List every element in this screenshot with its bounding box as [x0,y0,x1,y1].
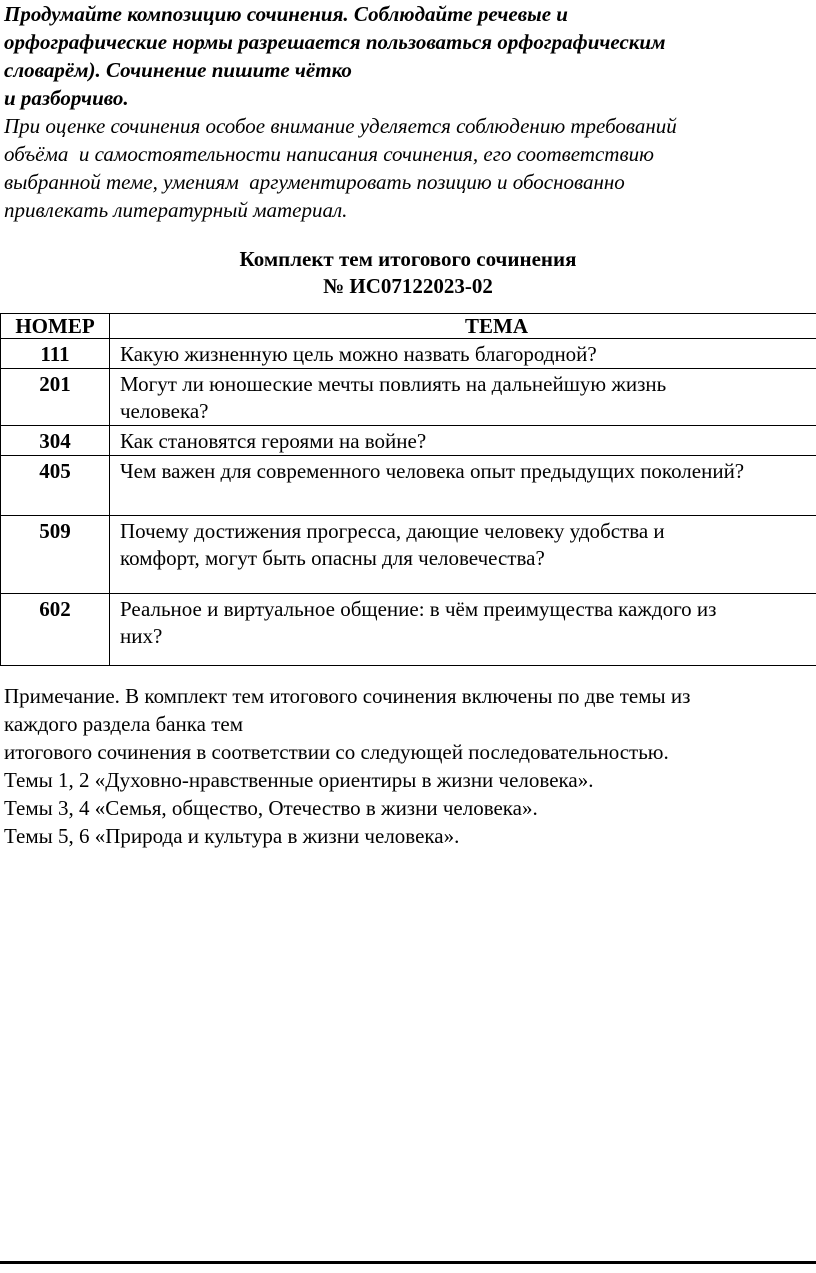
intro-paragraph-bold [4,0,812,112]
text-line: выбранной теме, умениям аргументировать позицию и обоснованно [4,170,625,194]
table-row [0,456,816,516]
text-line: словарём). Сочинение пишите чётко [4,58,352,82]
text-line: Как становятся героями на войне? [120,429,427,453]
text-line: Какую жизненную цель можно назвать благородной? [120,342,597,366]
text-line: привлекать литературный материал. [4,198,348,222]
text-line: Могут ли юношеские мечты повлиять на дальнейшую жизнь [120,372,667,396]
heading-number: № ИС07122023-02 [323,274,493,298]
text-line: Реальное и виртуальное общение: в чём преимущества каждого из [120,597,717,621]
column-header-topic: ТЕМА [110,314,816,338]
text-line: комфорт, могут быть опасны для человечества? [120,546,545,570]
text-line: объёма и самостоятельности написания сочинения, его соответствию [4,142,654,166]
text-line: и разборчиво. [4,86,129,110]
topic-number: 111 [0,339,110,368]
table-row [0,426,816,456]
intro-paragraph-italic [4,112,812,224]
text-line: орфографические нормы разрешается пользоваться орфографическим [4,30,666,54]
topic-number: 602 [0,594,110,665]
text-line: Темы 3, 4 «Семья, общество, Отечество в жизни человека». [4,796,538,820]
table-row [0,339,816,369]
text-line: Почему достижения прогресса, дающие человеку удобства и [120,519,665,543]
text-line: человека? [120,399,209,423]
heading-title: Комплект тем итогового сочинения [239,247,577,271]
topic-text [110,369,816,425]
text-line: Чем важен для современного человека опыт предыдущих поколений? [120,459,745,483]
text-line: Темы 5, 6 «Природа и культура в жизни человека». [4,824,460,848]
text-line: При оценке сочинения особое внимание уделяется соблюдению требований [4,114,677,138]
text-line: Примечание. В комплект тем итогового сочинения включены по две темы из [4,684,691,708]
text-line: каждого раздела банка тем [4,712,244,736]
topic-text [110,594,816,665]
heading-block [0,246,816,300]
topic-text [110,516,816,593]
topic-number: 304 [0,426,110,455]
topic-number: 201 [0,369,110,425]
table-row [0,594,816,666]
topic-text [110,456,816,515]
topic-text [110,339,816,368]
text-line: итогового сочинения в соответствии со следующей последовательностью. [4,740,669,764]
topics-table [0,313,816,666]
text-line: них? [120,624,163,648]
topic-number: 405 [0,456,110,515]
text-line: Продумайте композицию сочинения. Соблюдайте речевые и [4,2,568,26]
text-line: Темы 1, 2 «Духовно-нравственные ориентиры в жизни человека». [4,768,594,792]
note-paragraph [4,682,812,850]
table-row [0,369,816,426]
column-header-number: НОМЕР [0,314,110,338]
table-header-row [0,314,816,339]
topic-number: 509 [0,516,110,593]
table-row [0,516,816,594]
topic-text [110,426,816,455]
bottom-rule [0,1261,816,1264]
